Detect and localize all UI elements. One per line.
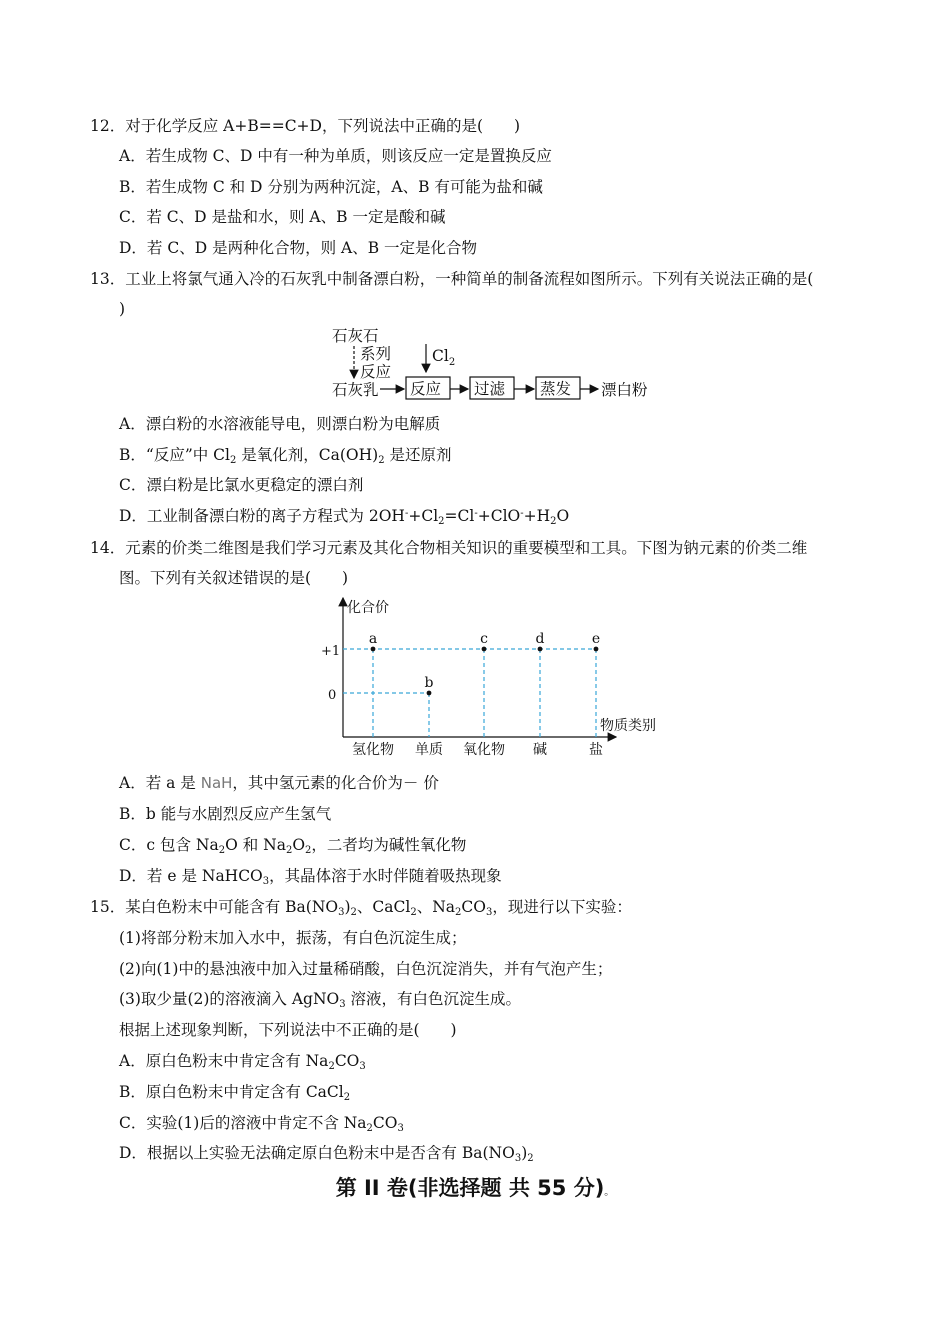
flow-filter: 过滤 (474, 380, 506, 398)
q13-option-b: B．“反应”中 $Cl_2$ 是氧化剂，$Ca(OH)_2$ 是还原剂 (119, 446, 452, 466)
chart-point-c (482, 647, 487, 652)
nah-formula: NaH (200, 774, 233, 792)
q15-step-2: (2)向(1)中的悬浊液中加入过量稀硝酸，白色沉淀消失，并有气泡产生； (119, 960, 613, 978)
flow-evaporate: 蒸发 (540, 380, 572, 398)
chart-y-tick-0: 0 (328, 688, 337, 703)
flow-lime-milk: 石灰乳 (332, 381, 379, 399)
chart-x-tick-label: 氧化物 (463, 742, 505, 758)
q14-option-a: A．若 a 是 NaH，其中氢元素的化合价为－ 价 (119, 774, 439, 792)
q13-stem: 13．工业上将氯气通入冷的石灰乳中制备漂白粉，一种简单的制备流程如图所示。下列有关说法正确的是( (90, 270, 814, 288)
chart-x-tick-label: 盐 (589, 742, 603, 758)
q14-option-c: C．c 包含 $Na_2O$ 和 $Na_2O_2$，二者均为碱性氧化物 (119, 836, 467, 856)
q15-option-c: C．实验(1)后的溶液中肯定不含 $Na_2CO_3$ (119, 1114, 404, 1134)
chart-point-label-a: a (368, 631, 378, 647)
q15-step-1: (1)将部分粉末加入水中，振荡，有白色沉淀生成； (119, 929, 467, 947)
chart-point-label-e: e (591, 631, 601, 647)
chart-point-label-b: b (424, 675, 434, 691)
q14-stem-cont: 图。下列有关叙述错误的是( ) (119, 569, 349, 587)
q15-option-b: B．原白色粉末中肯定含有 CaCl$_2$ (119, 1083, 351, 1103)
q12-option-a: A．若生成物 C、D 中有一种为单质，则该反应一定是置换反应 (119, 147, 552, 165)
q12-option-c: C．若 C、D 是盐和水，则 A、B 一定是酸和碱 (119, 208, 446, 226)
q13-option-d: D．工业制备漂白粉的离子方程式为 $2OH^-+Cl_2=Cl^-+ClO^-+H_2O$ (119, 507, 570, 527)
q13-option-c: C．漂白粉是比氯水更稳定的漂白剂 (119, 476, 364, 494)
q15-step-3: (3)取少量(2)的溶液滴入 AgNO$_3$ 溶液，有白色沉淀生成。 (119, 990, 522, 1010)
chart-x-tick-label: 氢化物 (352, 742, 394, 758)
flow-series-label-1: 系列 (360, 345, 392, 363)
q12-option-d: D．若 C、D 是两种化合物，则 A、B 一定是化合物 (119, 239, 478, 257)
chart-y-label: 化合价 (347, 600, 389, 616)
chart-point-label-d: d (535, 631, 545, 647)
flow-series-label-2: 反应 (360, 363, 392, 381)
q15-stem: 15．某白色粉末中可能含有 $Ba(NO_3)_2$、CaCl$_2$、$Na_2CO_3$，现进行以下实验： (90, 898, 632, 918)
flow-limestone: 石灰石 (332, 327, 379, 345)
q15-judge: 根据上述现象判断，下列说法中不正确的是( ) (119, 1021, 457, 1039)
flow-cl2-sub: 2 (448, 357, 456, 368)
flow-cl2: Cl (432, 347, 449, 365)
chart-x-tick-label: 单质 (415, 742, 443, 758)
chart-point-e (594, 647, 599, 652)
flow-react: 反应 (410, 380, 442, 398)
q15-option-a: A．原白色粉末中肯定含有 $Na_2CO_3$ (119, 1052, 366, 1072)
q12-option-b: B．若生成物 C 和 D 分别为两种沉淀，A、B 有可能为盐和碱 (119, 178, 543, 196)
q12-stem: 12．对于化学反应 A+B==C+D，下列说法中正确的是( ) (90, 117, 521, 135)
chart-point-a (371, 647, 376, 652)
q15-option-d: D．根据以上实验无法确定原白色粉末中是否含有 $Ba(NO_3)_2$ (119, 1144, 534, 1164)
chart-point-label-c: c (480, 631, 488, 647)
chart-x-label: 物质类别 (600, 718, 656, 734)
q13-option-a: A．漂白粉的水溶液能导电，则漂白粉为电解质 (119, 415, 441, 433)
q14-option-b: B．b 能与水剧烈反应产生氢气 (119, 805, 332, 823)
chart-point-b (427, 691, 432, 696)
q14-option-d: D．若 e 是 NaHCO$_3$，其晶体溶于水时伴随着吸热现象 (119, 867, 502, 887)
q13-flow-diagram (320, 322, 660, 404)
chart-x-tick-label: 碱 (533, 742, 547, 758)
q13-stem-cont: ) (119, 300, 126, 318)
section-2-title: 第 II 卷(非选择题 共 55 分)。 (335, 1176, 615, 1200)
svg-text:Cl2 (432, 347, 455, 368)
chart-y-tick-plus1: +1 (321, 644, 341, 659)
q14-stem: 14．元素的价类二维图是我们学习元素及其化合物相关知识的重要模型和工具。下图为钠元素的价类二维 (90, 539, 808, 557)
flow-product: 漂白粉 (601, 381, 648, 399)
chart-point-d (538, 647, 543, 652)
q14-valence-chart (316, 592, 668, 764)
